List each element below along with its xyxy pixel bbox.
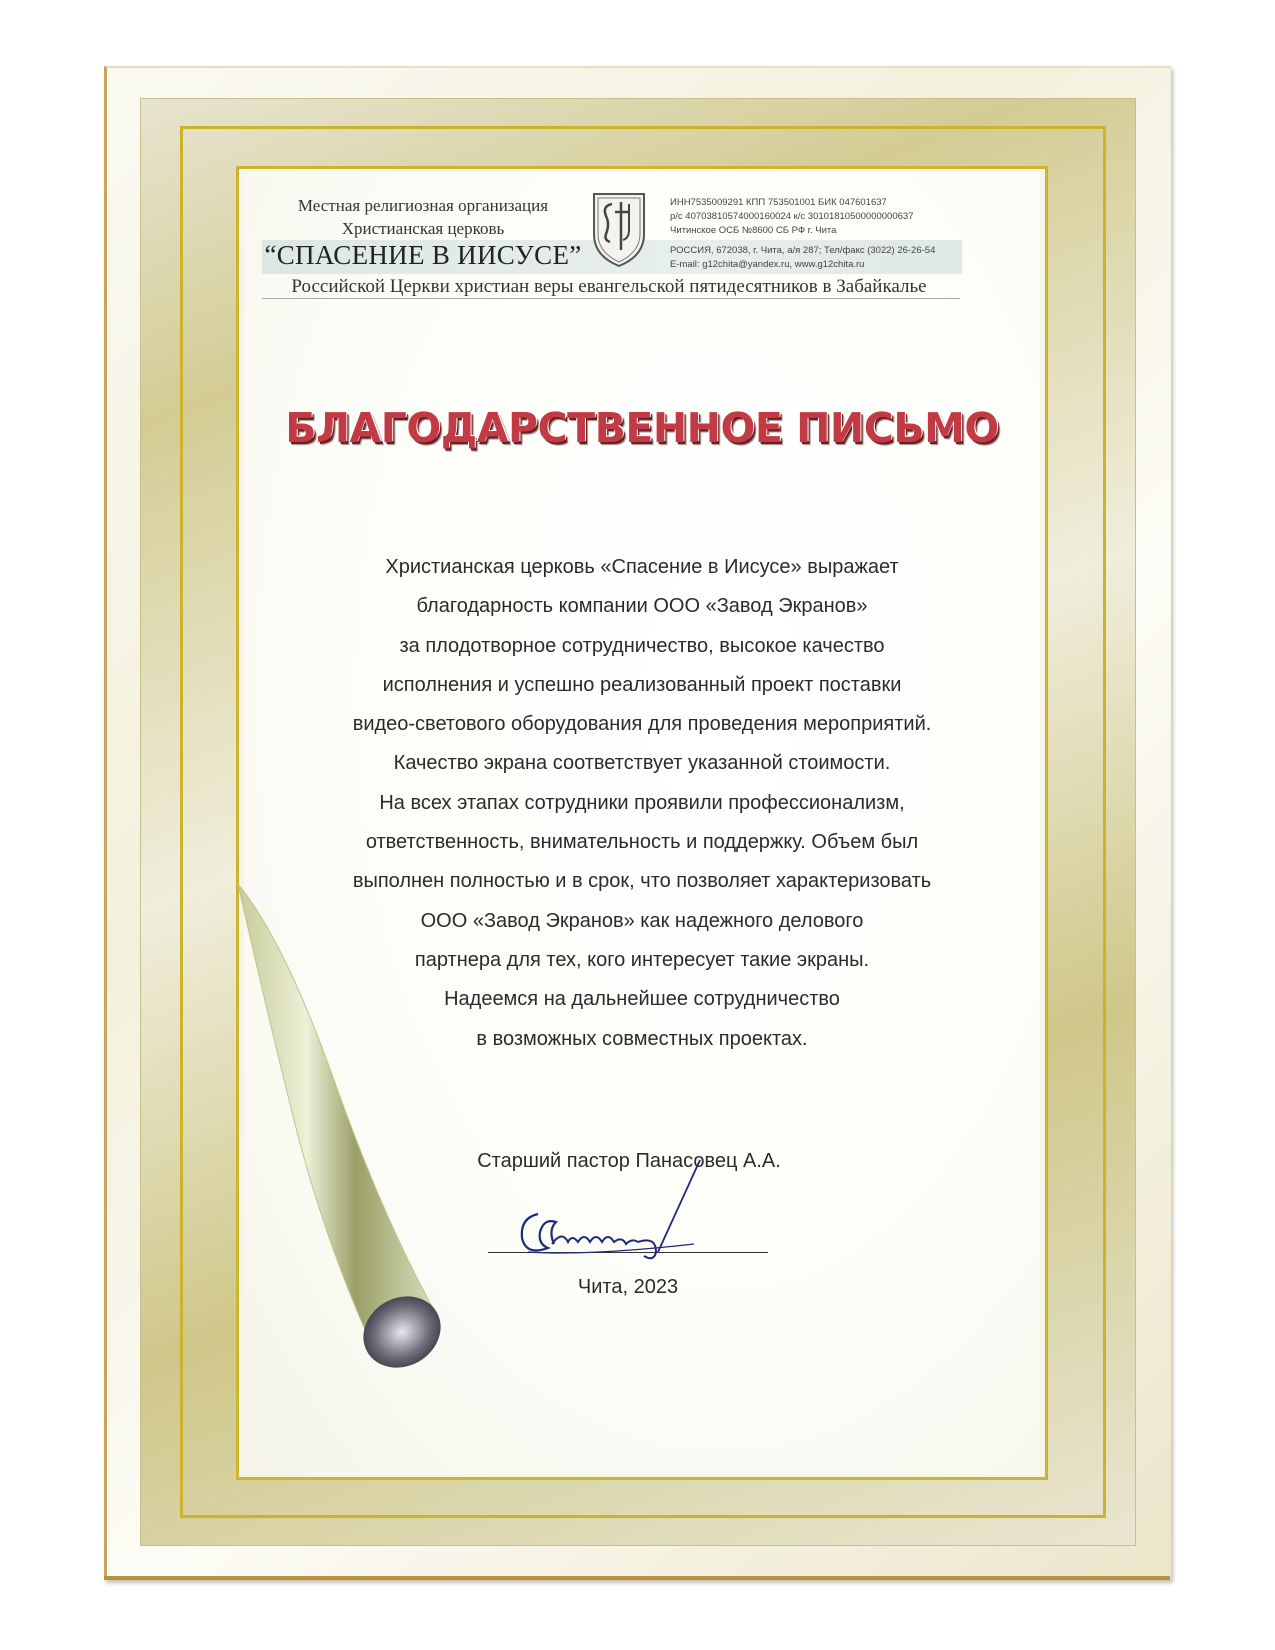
header-divider [262, 298, 960, 299]
body-line: На всех этапах сотрудники проявили профессионализм, [379, 791, 905, 814]
handwritten-signature [508, 1152, 708, 1282]
org-subtitle: Христианская церковь [341, 219, 505, 238]
body-line: Качество экрана соответствует указанной стоимости. [393, 752, 891, 775]
body-line: ответственность, внимательность и поддержку. Объем был [365, 831, 919, 854]
body-line: Надеемся на дальнейшее сотрудничество [444, 988, 840, 1011]
org-name: “СПАСЕНИЕ В ИИСУСЕ” [264, 240, 582, 270]
place-and-year: Чита, 2023 [577, 1276, 679, 1298]
requisites-line: ИНН7535009291 КПП 753501001 БИК 047601637 [670, 197, 887, 208]
requisites-line: Читинское ОСБ №8600 СБ РФ г. Чита [670, 225, 837, 236]
body-line: выполнен полностью и в срок, что позволяет характеризовать [352, 870, 932, 893]
requisites-line: р/с 40703810574000160024 к/с 30101810500000000637 [670, 211, 914, 222]
sheet-edge [104, 1576, 1170, 1580]
requisites-line: E-mail: g12chita@yandex.ru, www.g12chita.ru [670, 259, 865, 270]
body-line: в возможных совместных проектах. [476, 1027, 808, 1050]
requisites-line: РОССИЯ, 672038, г. Чита, а/я 287; Тел/факс (3022) 26-26-54 [670, 245, 936, 256]
decorative-page-curl [224, 880, 454, 1370]
church-logo-icon [588, 190, 650, 268]
org-type: Местная религиозная организация [297, 196, 549, 215]
body-line: за плодотворное сотрудничество, высокое качество [399, 634, 885, 657]
body-line: ООО «Завод Экранов» как надежного делового [420, 909, 864, 932]
body-line: видео-светового оборудования для проведения мероприятий. [352, 713, 932, 736]
body-line: благодарность компании ООО «Завод Экранов» [416, 595, 868, 618]
affiliation: Российской Церкви христиан веры евангельской пятидесятников в Забайкалье [291, 276, 927, 297]
document-title: БЛАГОДАРСТВЕННОЕ ПИСЬМО [285, 404, 999, 452]
body-line: партнера для тех, кого интересует такие экраны. [414, 948, 870, 971]
body-line: исполнения и успешно реализованный проект поставки [382, 673, 902, 696]
signatory: Старший пастор Панасовец А.А. [477, 1150, 781, 1172]
body-line: Христианская церковь «Спасение в Иисусе» выражает [385, 556, 899, 578]
